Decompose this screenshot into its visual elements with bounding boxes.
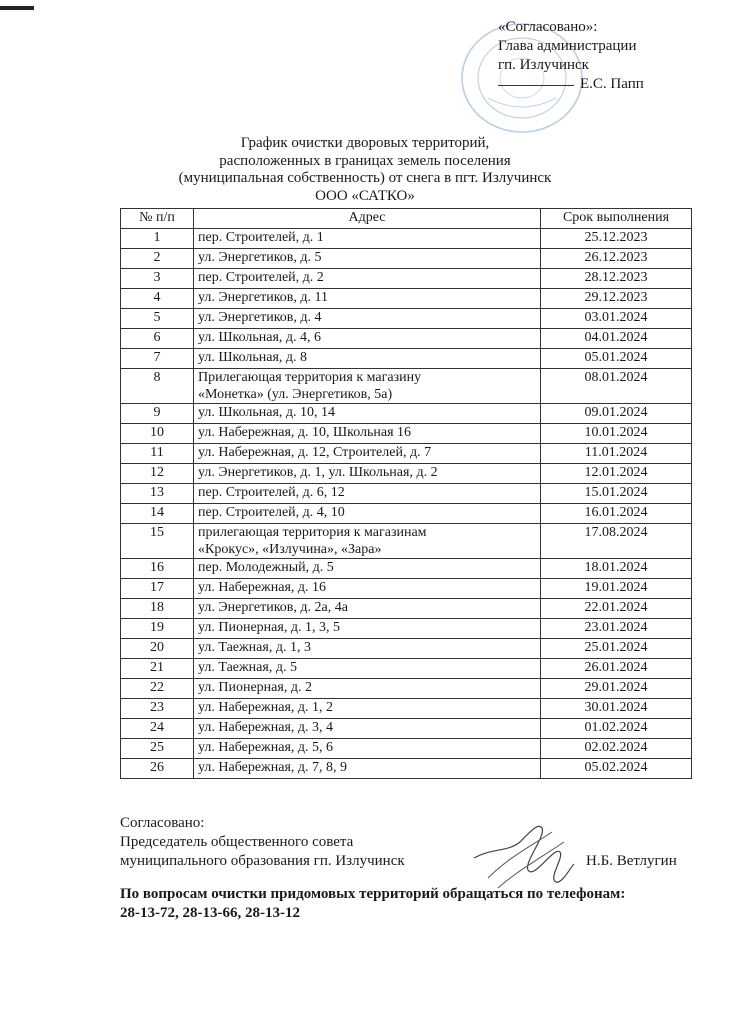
approval-heading: «Согласовано»: xyxy=(498,19,598,35)
row-number: 17 xyxy=(121,579,194,599)
table-row xyxy=(121,249,692,269)
row-deadline: 01.02.2024 xyxy=(541,719,692,739)
row-deadline: 29.12.2023 xyxy=(541,289,692,309)
table-row xyxy=(121,619,692,639)
approval-signer: Е.С. Папп xyxy=(580,76,644,92)
row-deadline: 26.01.2024 xyxy=(541,659,692,679)
approval-position: Глава администрации xyxy=(498,38,637,54)
row-deadline: 10.01.2024 xyxy=(541,424,692,444)
row-number: 23 xyxy=(121,699,194,719)
row-deadline: 05.01.2024 xyxy=(541,349,692,369)
row-address: ул. Набережная, д. 12, Строителей, д. 7 xyxy=(194,444,541,464)
row-deadline: 11.01.2024 xyxy=(541,444,692,464)
row-number: 12 xyxy=(121,464,194,484)
table-row xyxy=(121,559,692,579)
scan-corner-mark xyxy=(0,6,34,10)
row-address: ул. Школьная, д. 8 xyxy=(194,349,541,369)
table-row xyxy=(121,579,692,599)
header-deadline: Срок выполнения xyxy=(541,209,692,229)
row-deadline: 25.12.2023 xyxy=(541,229,692,249)
row-number: 20 xyxy=(121,639,194,659)
table-row xyxy=(121,289,692,309)
row-address: ул. Набережная, д. 7, 8, 9 xyxy=(194,759,541,779)
table-row xyxy=(121,369,692,404)
row-number: 9 xyxy=(121,404,194,424)
row-deadline: 12.01.2024 xyxy=(541,464,692,484)
table-row xyxy=(121,599,692,619)
council-heading: Согласовано: xyxy=(120,815,205,831)
council-approval-block xyxy=(120,814,405,871)
row-address: ул. Школьная, д. 4, 6 xyxy=(194,329,541,349)
row-number: 24 xyxy=(121,719,194,739)
council-org: муниципального образования гп. Излучинск xyxy=(120,853,405,869)
row-deadline: 30.01.2024 xyxy=(541,699,692,719)
document-title xyxy=(0,135,730,205)
approval-org: гп. Излучинск xyxy=(498,57,589,73)
row-number: 7 xyxy=(121,349,194,369)
table-row xyxy=(121,759,692,779)
header-address: Адрес xyxy=(194,209,541,229)
title-line: График очистки дворовых территорий, xyxy=(240,135,490,151)
title-line: ООО «САТКО» xyxy=(315,187,415,204)
row-address: пер. Строителей, д. 1 xyxy=(194,229,541,249)
row-number: 10 xyxy=(121,424,194,444)
council-position: Председатель общественного совета xyxy=(120,834,354,850)
row-deadline: 18.01.2024 xyxy=(541,559,692,579)
approval-block xyxy=(498,18,644,94)
contact-note: По вопросам очистки придомовых территорий обращаться по телефонам: xyxy=(120,886,626,902)
table-row xyxy=(121,444,692,464)
row-deadline: 03.01.2024 xyxy=(541,309,692,329)
row-address: ул. Энергетиков, д. 1, ул. Школьная, д. 2 xyxy=(194,464,541,484)
row-deadline: 02.02.2024 xyxy=(541,739,692,759)
row-address: Прилегающая территория к магазину «Монетка» (ул. Энергетиков, 5а) xyxy=(194,369,541,404)
row-deadline: 26.12.2023 xyxy=(541,249,692,269)
row-deadline: 16.01.2024 xyxy=(541,504,692,524)
table-row xyxy=(121,424,692,444)
row-number: 2 xyxy=(121,249,194,269)
row-address: ул. Пионерная, д. 1, 3, 5 xyxy=(194,619,541,639)
table-row xyxy=(121,329,692,349)
contact-footer xyxy=(120,885,625,923)
row-address: пер. Строителей, д. 4, 10 xyxy=(194,504,541,524)
row-address: пер. Строителей, д. 6, 12 xyxy=(194,484,541,504)
row-address: ул. Энергетиков, д. 11 xyxy=(194,289,541,309)
header-number: № п/п xyxy=(121,209,194,229)
row-number: 3 xyxy=(121,269,194,289)
row-deadline: 19.01.2024 xyxy=(541,579,692,599)
row-number: 6 xyxy=(121,329,194,349)
table-row xyxy=(121,309,692,329)
row-deadline: 04.01.2024 xyxy=(541,329,692,349)
row-address: ул. Энергетиков, д. 4 xyxy=(194,309,541,329)
row-address: ул. Набережная, д. 1, 2 xyxy=(194,699,541,719)
row-deadline: 08.01.2024 xyxy=(541,369,692,404)
table-row xyxy=(121,349,692,369)
row-number: 22 xyxy=(121,679,194,699)
row-deadline: 17.08.2024 xyxy=(541,524,692,559)
row-number: 21 xyxy=(121,659,194,679)
table-row xyxy=(121,269,692,289)
row-address: прилегающая территория к магазинам «Крокус», «Излучина», «Зара» xyxy=(194,524,541,559)
council-signer: Н.Б. Ветлугин xyxy=(586,853,677,869)
cleaning-schedule-table xyxy=(120,208,692,779)
row-deadline: 23.01.2024 xyxy=(541,619,692,639)
row-number: 5 xyxy=(121,309,194,329)
table-row xyxy=(121,524,692,559)
row-number: 19 xyxy=(121,619,194,639)
table-row xyxy=(121,404,692,424)
table-row xyxy=(121,699,692,719)
row-address: ул. Набережная, д. 10, Школьная 16 xyxy=(194,424,541,444)
table-row xyxy=(121,719,692,739)
row-deadline: 09.01.2024 xyxy=(541,404,692,424)
row-number: 18 xyxy=(121,599,194,619)
row-address: ул. Школьная, д. 10, 14 xyxy=(194,404,541,424)
title-line: расположенных в границах земель поселения xyxy=(219,152,511,169)
row-address: ул. Таежная, д. 5 xyxy=(194,659,541,679)
row-deadline: 05.02.2024 xyxy=(541,759,692,779)
row-address: ул. Таежная, д. 1, 3 xyxy=(194,639,541,659)
table-header-row xyxy=(121,209,692,229)
row-deadline: 28.12.2023 xyxy=(541,269,692,289)
row-number: 25 xyxy=(121,739,194,759)
table-row xyxy=(121,484,692,504)
table-row xyxy=(121,464,692,484)
row-number: 16 xyxy=(121,559,194,579)
table-row xyxy=(121,739,692,759)
row-address: ул. Пионерная, д. 2 xyxy=(194,679,541,699)
row-number: 15 xyxy=(121,524,194,559)
row-number: 11 xyxy=(121,444,194,464)
row-number: 14 xyxy=(121,504,194,524)
row-deadline: 29.01.2024 xyxy=(541,679,692,699)
row-number: 13 xyxy=(121,484,194,504)
row-address: пер. Строителей, д. 2 xyxy=(194,269,541,289)
row-address: ул. Набережная, д. 16 xyxy=(194,579,541,599)
row-address: ул. Набережная, д. 3, 4 xyxy=(194,719,541,739)
title-line: (муниципальная собственность) от снега в пгт. Излучинск xyxy=(178,170,552,186)
row-deadline: 25.01.2024 xyxy=(541,639,692,659)
row-number: 4 xyxy=(121,289,194,309)
row-number: 8 xyxy=(121,369,194,404)
row-number: 26 xyxy=(121,759,194,779)
table-row xyxy=(121,679,692,699)
contact-phones: 28-13-72, 28-13-66, 28-13-12 xyxy=(120,905,300,921)
row-address: пер. Молодежный, д. 5 xyxy=(194,559,541,579)
table-row xyxy=(121,659,692,679)
table-row xyxy=(121,504,692,524)
table-row xyxy=(121,229,692,249)
approval-signature-line xyxy=(498,85,574,86)
row-address: ул. Набережная, д. 5, 6 xyxy=(194,739,541,759)
row-address: ул. Энергетиков, д. 5 xyxy=(194,249,541,269)
row-number: 1 xyxy=(121,229,194,249)
table-row xyxy=(121,639,692,659)
row-deadline: 15.01.2024 xyxy=(541,484,692,504)
row-address: ул. Энергетиков, д. 2а, 4а xyxy=(194,599,541,619)
row-deadline: 22.01.2024 xyxy=(541,599,692,619)
